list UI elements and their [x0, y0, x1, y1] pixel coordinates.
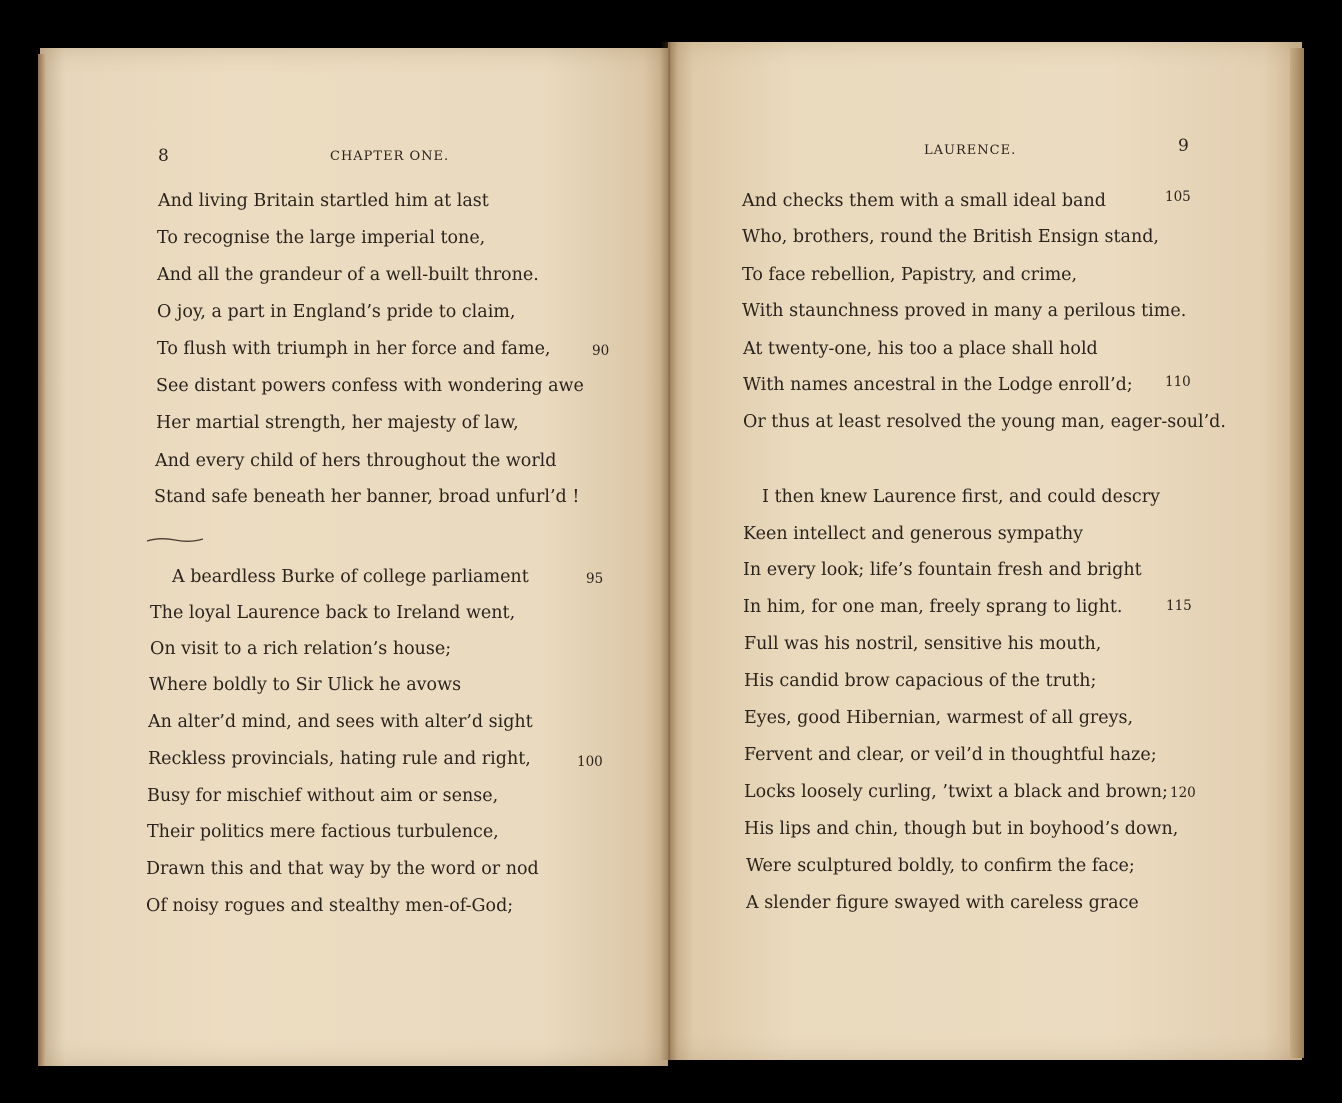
running-head-right: LAURENCE.: [924, 143, 1017, 158]
line-number: 95: [586, 571, 604, 587]
left-page: [40, 48, 668, 1066]
poem-line: With staunchness proved in many a perilous time.: [742, 301, 1187, 321]
poem-line: Locks loosely curling, ’twixt a black and brown;: [744, 782, 1168, 802]
poem-line: With names ancestral in the Lodge enroll’d;: [743, 375, 1133, 395]
poem-line: To flush with triumph in her force and fame,: [157, 339, 551, 359]
left-page-edge: [38, 54, 46, 1066]
right-page: [668, 42, 1302, 1060]
poem-line: At twenty-one, his too a place shall hold: [743, 339, 1098, 359]
poem-line: Keen intellect and generous sympathy: [743, 524, 1084, 544]
poem-line: Full was his nostril, sensitive his mouth,: [744, 634, 1102, 654]
line-number: 105: [1165, 189, 1191, 205]
poem-line: To recognise the large imperial tone,: [157, 228, 486, 248]
poem-line: Eyes, good Hibernian, warmest of all greys,: [744, 708, 1134, 728]
running-head-left: CHAPTER ONE.: [330, 149, 450, 164]
poem-line: And all the grandeur of a well-built throne.: [157, 265, 539, 285]
poem-line: On visit to a rich relation’s house;: [150, 639, 452, 659]
page-number-right: 9: [1178, 136, 1189, 156]
poem-line: I then knew Laurence first, and could descry: [762, 487, 1160, 507]
poem-line: Or thus at least resolved the young man, eager-soul’d.: [743, 412, 1226, 432]
poem-line: A slender figure swayed with careless grace: [746, 893, 1139, 913]
poem-line: His candid brow capacious of the truth;: [744, 671, 1097, 691]
poem-line: Were sculptured boldly, to confirm the face;: [746, 856, 1135, 876]
poem-line: Her martial strength, her majesty of law,: [156, 413, 519, 433]
poem-line: Their politics mere factious turbulence,: [147, 822, 499, 842]
poem-line: Of noisy rogues and stealthy men-of-God;: [146, 896, 514, 916]
decorative-rule: [145, 536, 205, 544]
line-number: 90: [592, 343, 610, 359]
poem-line: O joy, a part in England’s pride to claim,: [157, 302, 516, 322]
poem-line: Who, brothers, round the British Ensign stand,: [742, 227, 1159, 247]
poem-line: An alter’d mind, and sees with alter’d sight: [148, 712, 533, 732]
poem-line: And checks them with a small ideal band: [742, 191, 1106, 211]
poem-line: In him, for one man, freely sprang to light.: [743, 597, 1123, 617]
poem-line: Busy for mischief without aim or sense,: [147, 786, 499, 806]
line-number: 115: [1166, 598, 1192, 614]
book-gutter: [660, 42, 678, 1060]
poem-line: Where boldly to Sir Ulick he avows: [149, 675, 462, 695]
poem-line: A beardless Burke of college parliament: [172, 567, 529, 587]
poem-line: Drawn this and that way by the word or nod: [146, 859, 539, 879]
open-book: [40, 42, 1302, 1062]
line-number: 120: [1170, 785, 1196, 801]
right-page-edge: [1290, 48, 1304, 1058]
poem-line: And living Britain startled him at last: [158, 191, 489, 211]
line-number: 110: [1165, 374, 1191, 390]
poem-line: Stand safe beneath her banner, broad unfurl’d !: [154, 487, 580, 507]
poem-line: In every look; life’s fountain fresh and bright: [743, 560, 1142, 580]
line-number: 100: [577, 754, 603, 770]
poem-line: The loyal Laurence back to Ireland went,: [150, 603, 516, 623]
poem-line: His lips and chin, though but in boyhood’s down,: [744, 819, 1179, 839]
poem-line: Reckless provincials, hating rule and right,: [148, 749, 531, 769]
poem-line: Fervent and clear, or veil’d in thoughtful haze;: [744, 745, 1157, 765]
poem-line: See distant powers confess with wondering awe: [156, 376, 584, 396]
poem-line: To face rebellion, Papistry, and crime,: [742, 265, 1078, 285]
poem-line: And every child of hers throughout the world: [155, 451, 557, 471]
page-number-left: 8: [158, 146, 169, 166]
